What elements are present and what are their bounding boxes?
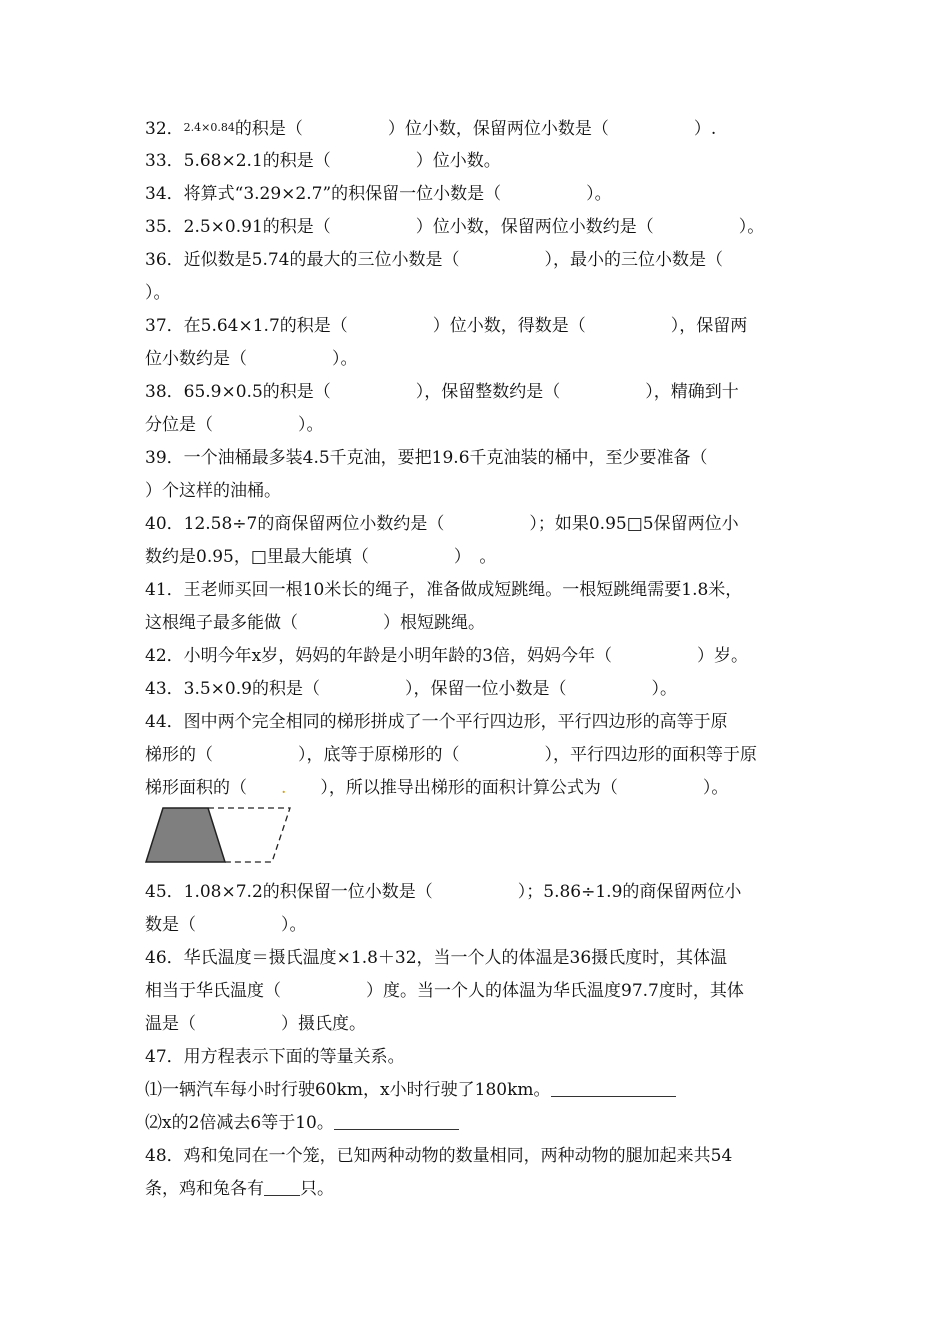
question-text: 位小数约是（ ）。 xyxy=(145,349,358,369)
question-text: 相当于华氏温度（ ）度。当一个人的体温为华氏温度97.7度时，其体 xyxy=(145,981,744,1001)
sub-question-text: ⑴一辆汽车每小时行驶60km，x小时行驶了180km。 xyxy=(145,1080,551,1100)
question-38-cont xyxy=(145,413,825,437)
question-43 xyxy=(145,677,825,701)
question-40 xyxy=(145,512,825,536)
question-46 xyxy=(145,946,825,970)
question-39 xyxy=(145,446,825,470)
question-text: 2.5×0.91的积是（ ）位小数，保留两位小数约是（ ）。 xyxy=(183,217,765,237)
question-40-cont xyxy=(145,545,825,569)
question-text: 65.9×0.5的积是（ ），保留整数约是（ ），精确到十 xyxy=(183,382,739,402)
question-number: 41． xyxy=(145,580,184,600)
gray-trapezoid xyxy=(146,808,225,862)
question-number: 47． xyxy=(145,1047,184,1067)
question-35 xyxy=(145,215,825,239)
question-37-cont xyxy=(145,347,825,371)
question-44-cont-1 xyxy=(145,743,825,767)
question-text: ），所以推导出梯形的面积计算公式为（ ）。 xyxy=(286,778,729,798)
question-text: 小明今年x岁，妈妈的年龄是小明年龄的3倍，妈妈今年（ ）岁。 xyxy=(183,646,749,666)
question-number: 43． xyxy=(145,679,184,699)
question-number: 33． xyxy=(145,151,184,171)
question-44-cont-2 xyxy=(145,776,825,800)
answer-blank[interactable] xyxy=(551,1080,676,1097)
question-text: 梯形的（ ），底等于原梯形的（ ），平行四边形的面积等于原 xyxy=(145,745,757,765)
question-text: 分位是（ ）。 xyxy=(145,415,324,435)
question-36 xyxy=(145,248,825,272)
question-number: 36． xyxy=(145,250,184,270)
question-text: 华氏温度＝摄氏温度×1.8＋32，当一个人的体温是36摄氏度时，其体温 xyxy=(183,948,728,968)
question-text: 数是（ ）。 xyxy=(145,915,307,935)
question-38 xyxy=(145,380,825,404)
question-text: ）。 xyxy=(145,283,171,303)
question-number: 42． xyxy=(145,646,184,666)
question-text: 12.58÷7的商保留两位小数约是（ ）；如果0.95□5保留两位小 xyxy=(183,514,739,534)
question-text: 数约是0.95，□里最大能填（ ） 。 xyxy=(145,547,497,567)
question-text: 条，鸡和兔各有 xyxy=(145,1179,264,1199)
question-number: 48． xyxy=(145,1146,184,1166)
question-48-cont xyxy=(145,1177,825,1201)
question-text: 一个油桶最多装4.5千克油，要把19.6千克油装的桶中，至少要准备（ xyxy=(183,448,708,468)
question-number: 34． xyxy=(145,184,184,204)
question-text: 近似数是5.74的最大的三位小数是（ ），最小的三位小数是（ xyxy=(183,250,723,270)
question-text: 王老师买回一根10米长的绳子，准备做成短跳绳。一根短跳绳需要1.8米， xyxy=(183,580,743,600)
question-number: 44． xyxy=(145,712,184,732)
question-text: ）个这样的油桶。 xyxy=(145,481,281,501)
question-text: 3.5×0.9的积是（ ），保留一位小数是（ ）。 xyxy=(183,679,677,699)
question-number: 45． xyxy=(145,882,184,902)
question-text: 图中两个完全相同的梯形拼成了一个平行四边形，平行四边形的高等于原 xyxy=(183,712,728,732)
question-text: 用方程表示下面的等量关系。 xyxy=(183,1047,405,1067)
question-number: 32． xyxy=(145,119,184,139)
question-text: 1.08×7.2的积保留一位小数是（ ）；5.86÷1.9的商保留两位小 xyxy=(183,882,742,902)
question-34 xyxy=(145,182,825,206)
question-46-cont-1 xyxy=(145,979,825,1003)
question-48 xyxy=(145,1144,825,1168)
question-number: 37． xyxy=(145,316,184,336)
question-text: 梯形面积的（ xyxy=(145,778,281,798)
trapezoid-figure xyxy=(143,805,293,865)
question-47 xyxy=(145,1045,825,1069)
question-number: 39． xyxy=(145,448,184,468)
question-text: 的积是（ ）位小数，保留两位小数是（ ）. xyxy=(234,119,717,139)
question-text: 这根绳子最多能做（ ）根短跳绳。 xyxy=(145,613,485,633)
expression-small: 2.4×0.84 xyxy=(183,121,235,134)
question-number: 46． xyxy=(145,948,184,968)
question-37 xyxy=(145,314,825,338)
question-39-cont xyxy=(145,479,825,503)
sub-question-text: ⑵x的2倍减去6等于10。 xyxy=(145,1113,334,1133)
question-33 xyxy=(145,149,825,173)
question-41 xyxy=(145,578,825,602)
question-44 xyxy=(145,710,825,734)
question-45-cont xyxy=(145,913,825,937)
question-text: 鸡和兔同在一个笼，已知两种动物的数量相同，两种动物的腿加起来共54 xyxy=(183,1146,733,1166)
question-text: 5.68×2.1的积是（ ）位小数。 xyxy=(183,151,501,171)
question-number: 35． xyxy=(145,217,184,237)
question-46-cont-2 xyxy=(145,1012,825,1036)
question-text: 将算式“3.29×2.7”的积保留一位小数是（ ）。 xyxy=(183,184,612,204)
question-47-sub-1 xyxy=(145,1078,825,1102)
question-47-sub-2 xyxy=(145,1111,825,1135)
question-45 xyxy=(145,880,825,904)
question-32 xyxy=(145,116,825,141)
question-text: 在5.64×1.7的积是（ ）位小数，得数是（ ），保留两 xyxy=(183,316,748,336)
answer-blank[interactable] xyxy=(264,1179,300,1196)
question-42 xyxy=(145,644,825,668)
question-41-cont xyxy=(145,611,825,635)
answer-blank[interactable] xyxy=(334,1113,459,1130)
question-number: 38． xyxy=(145,382,184,402)
question-36-cont xyxy=(145,281,825,305)
question-number: 40． xyxy=(145,514,184,534)
question-text: 温是（ ）摄氏度。 xyxy=(145,1014,366,1034)
stray-dot: . xyxy=(281,778,287,798)
question-text: 只。 xyxy=(300,1179,334,1199)
